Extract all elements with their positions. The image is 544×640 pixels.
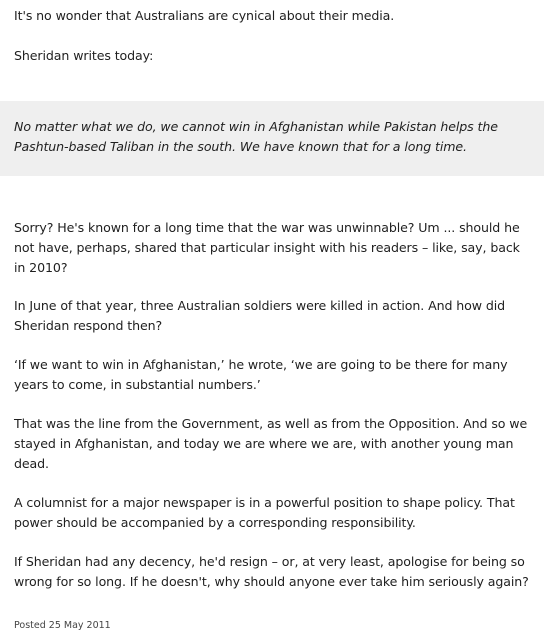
paragraph-columnist: A columnist for a major newspaper is in a powerful position to shape policy. That power should be accompanied by a corresponding responsibility. bbox=[14, 495, 515, 530]
posted-date: Posted 25 May 2011 bbox=[14, 620, 111, 631]
paragraph-resign: If Sheridan had any decency, he'd resign – or, at very least, apologise for being so wrong for so long. If he doesn't, why should anyone ever take him seriously again? bbox=[14, 554, 529, 589]
blockquote bbox=[0, 101, 544, 176]
paragraph-government-line: That was the line from the Government, as well as from the Opposition. And so we stayed in Afghanistan, and today we are where we are, with another young man dead. bbox=[14, 416, 528, 471]
blockquote-text: No matter what we do, we cannot win in Afghanistan while Pakistan helps the Pashtun-based Taliban in the south. We have known that for a long time. bbox=[14, 119, 498, 154]
paragraph-quote-wrote: ‘If we want to win in Afghanistan,’ he wrote, ‘we are going to be there for many years to come, in substantial numbers.’ bbox=[14, 357, 508, 392]
paragraph-intro: It's no wonder that Australians are cynical about their media. bbox=[14, 8, 395, 23]
paragraph-sorry: Sorry? He's known for a long time that the war was unwinnable? Um ... should he not have, perhaps, shared that particular insight with his readers – like, say, back in 2010? bbox=[14, 220, 520, 275]
paragraph-june: In June of that year, three Australian soldiers were killed in action. And how did Sheridan respond then? bbox=[14, 298, 506, 333]
paragraph-sheridan-writes: Sheridan writes today: bbox=[14, 48, 154, 63]
